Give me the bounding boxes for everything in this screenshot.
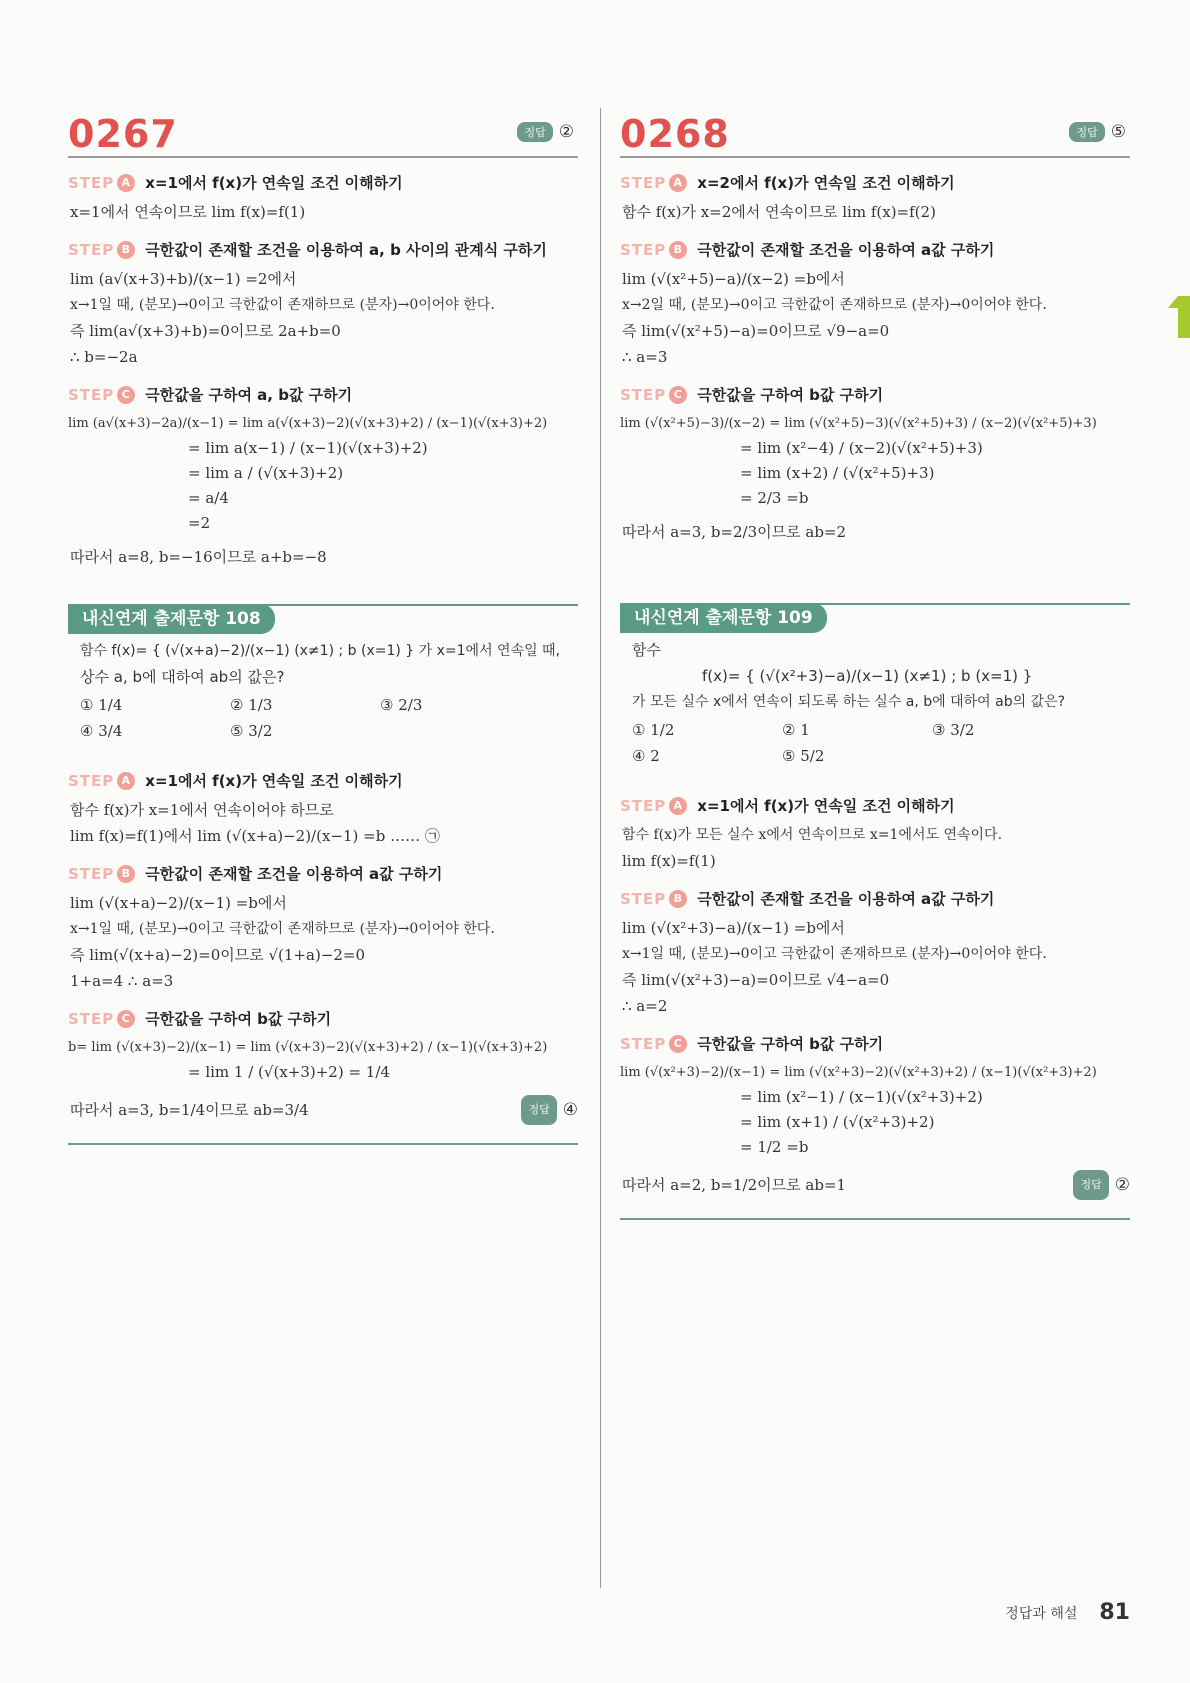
answer-value: ② xyxy=(1114,1175,1130,1195)
reference-problem-header xyxy=(68,602,578,638)
solution-line: 즉 lim(√(x²+5)−a)=0이므로 √9−a=0 xyxy=(622,322,890,340)
left-column xyxy=(68,108,578,1145)
choice: ③ 3/2 xyxy=(932,721,975,739)
choice: ④ 2 xyxy=(632,747,660,765)
solution-line: 함수 f(x)가 x=1에서 연속이어야 하므로 xyxy=(70,801,334,819)
math-line: =2 xyxy=(188,514,211,532)
problem-number: 0268 xyxy=(620,112,730,156)
step-title: x=1에서 f(x)가 연속일 조건 이해하기 xyxy=(145,772,403,790)
step-label: STEP B xyxy=(68,241,135,259)
solution-line: x→1일 때, (분모)→0이고 극한값이 존재하므로 (분자)→0이어야 한다. xyxy=(70,921,495,937)
choices xyxy=(632,721,1130,765)
math-line: = lim (x+1) / (√(x²+3)+2) xyxy=(740,1113,935,1131)
solution-line: ∴ a=2 xyxy=(622,997,668,1015)
math-line: = lim (x²−4) / (x−2)(√(x²+5)+3) xyxy=(740,439,983,457)
step-title: 극한값이 존재할 조건을 이용하여 a값 구하기 xyxy=(697,890,995,908)
section-separator xyxy=(68,1143,578,1145)
math-line: = lim a / (√(x+3)+2) xyxy=(188,464,344,482)
step-label: STEP C xyxy=(68,386,135,404)
step-label: STEP A xyxy=(68,174,135,192)
problem-header xyxy=(68,108,578,158)
step-title: 극한값이 존재할 조건을 이용하여 a값 구하기 xyxy=(697,241,995,259)
math-line: = lim (x+2) / (√(x²+5)+3) xyxy=(740,464,935,482)
answer xyxy=(1073,1170,1130,1200)
step-title: 극한값을 구하여 a, b값 구하기 xyxy=(145,386,353,404)
final-answer-row xyxy=(70,1095,578,1125)
choice: ⑤ 5/2 xyxy=(782,747,825,765)
step-c xyxy=(620,1033,1130,1054)
math-line: = 2/3 =b xyxy=(740,489,809,507)
solution-line: ∴ a=3 xyxy=(622,348,668,366)
step-c xyxy=(620,384,1130,405)
solution-line: x→1일 때, (분모)→0이고 극한값이 존재하므로 (분자)→0이어야 한다. xyxy=(70,297,495,313)
solution-line: 즉 lim(a√(x+3)+b)=0이므로 2a+b=0 xyxy=(70,322,341,340)
solution-line: lim (√(x+a)−2)/(x−1) =b에서 xyxy=(70,894,287,912)
problem-text: 함수 xyxy=(632,641,661,659)
solution-line: 함수 f(x)가 모든 실수 x에서 연속이므로 x=1에서도 연속이다. xyxy=(622,827,1003,843)
choice: ① 1/2 xyxy=(632,721,675,739)
solution-line: x→2일 때, (분모)→0이고 극한값이 존재하므로 (분자)→0이어야 한다. xyxy=(622,297,1047,313)
reference-problem-header xyxy=(620,601,1130,637)
choice: ② 1 xyxy=(782,721,810,739)
side-tab-tip xyxy=(1168,296,1178,308)
step-title: 극한값을 구하여 b값 구하기 xyxy=(697,1035,884,1053)
step-a xyxy=(68,172,578,193)
step-b xyxy=(68,863,578,884)
solution-line: lim (√(x²+3)−a)/(x−1) =b에서 xyxy=(622,919,845,937)
math-line: = a/4 xyxy=(188,489,229,507)
step-label: STEP B xyxy=(620,241,687,259)
step-label: STEP B xyxy=(68,865,135,883)
step-a xyxy=(68,770,578,791)
choice: ② 1/3 xyxy=(230,696,273,714)
problem-text: 함수 f(x)= { (√(x+a)−2)/(x−1) (x≠1) ; b (x=1) } 가 x=1에서 연속일 때, xyxy=(80,643,561,659)
conclusion: 따라서 a=8, b=−16이므로 a+b=−8 xyxy=(70,548,327,566)
choice: ① 1/4 xyxy=(80,696,123,714)
step-c xyxy=(68,1008,578,1029)
step-b xyxy=(68,239,578,260)
solution-line: 즉 lim(√(x²+3)−a)=0이므로 √4−a=0 xyxy=(622,971,890,989)
conclusion: 따라서 a=3, b=1/4이므로 ab=3/4 xyxy=(70,1101,309,1119)
step-label: STEP C xyxy=(620,1035,687,1053)
reference-problem xyxy=(632,637,1130,715)
step-title: x=1에서 f(x)가 연속일 조건 이해하기 xyxy=(145,174,403,192)
solution-line: x=1에서 연속이므로 lim f(x)=f(1) xyxy=(70,203,306,221)
step-title: 극한값이 존재할 조건을 이용하여 a값 구하기 xyxy=(145,865,443,883)
answer-badge: 정답 xyxy=(517,122,552,142)
reference-problem xyxy=(80,638,578,690)
step-label: STEP C xyxy=(620,386,687,404)
solution-line: ∴ b=−2a xyxy=(70,348,138,366)
conclusion: 따라서 a=3, b=2/3이므로 ab=2 xyxy=(622,523,847,541)
problem-text: 가 모든 실수 x에서 연속이 되도록 하는 실수 a, b에 대하여 ab의 값은? xyxy=(632,694,1066,710)
answer-value: ⑤ xyxy=(1110,122,1126,142)
step-label: STEP A xyxy=(620,174,687,192)
step-label: STEP C xyxy=(68,1010,135,1028)
step-c xyxy=(68,384,578,405)
column-divider xyxy=(600,108,601,1588)
math-line: = lim (x²−1) / (x−1)(√(x²+3)+2) xyxy=(740,1088,983,1106)
answer-value: ④ xyxy=(562,1100,578,1120)
choices xyxy=(80,696,578,740)
solution-line: lim f(x)=f(1)에서 lim (√(x+a)−2)/(x−1) =b …… ㉠ xyxy=(70,827,440,845)
answer xyxy=(521,1095,578,1125)
reference-label: 내신연계 출제문항 108 xyxy=(68,604,275,634)
page-footer xyxy=(1005,1600,1130,1625)
solution-line: lim (a√(x+3)+b)/(x−1) =2에서 xyxy=(70,270,297,288)
choice: ⑤ 3/2 xyxy=(230,722,273,740)
section-separator xyxy=(620,1218,1130,1220)
solution-line: x→1일 때, (분모)→0이고 극한값이 존재하므로 (분자)→0이어야 한다. xyxy=(622,946,1047,962)
math-line: = 1/2 =b xyxy=(740,1138,809,1156)
problem-text: 상수 a, b에 대하여 ab의 값은? xyxy=(80,668,285,686)
step-label: STEP A xyxy=(620,797,687,815)
step-a xyxy=(620,795,1130,816)
solution-line: lim f(x)=f(1) xyxy=(622,852,716,870)
answer-value: ② xyxy=(558,122,574,142)
conclusion: 따라서 a=2, b=1/2이므로 ab=1 xyxy=(622,1176,847,1194)
side-tab-marker xyxy=(1178,296,1190,338)
answer-badge: 정답 xyxy=(1073,1170,1108,1200)
step-title: x=1에서 f(x)가 연속일 조건 이해하기 xyxy=(697,797,955,815)
choice: ④ 3/4 xyxy=(80,722,123,740)
step-b xyxy=(620,888,1130,909)
answer-badge: 정답 xyxy=(521,1095,556,1125)
math-line: = lim a(x−1) / (x−1)(√(x+3)+2) xyxy=(188,439,428,457)
solution-line: 1+a=4 ∴ a=3 xyxy=(70,972,174,990)
math-line: = lim 1 / (√(x+3)+2) = 1/4 xyxy=(188,1063,390,1081)
step-title: 극한값을 구하여 b값 구하기 xyxy=(697,386,884,404)
step-title: x=2에서 f(x)가 연속일 조건 이해하기 xyxy=(697,174,955,192)
math-line: b= lim (√(x+3)−2)/(x−1) = lim (√(x+3)−2)(√(x+3)+2) / (x−1)(√(x+3)+2) xyxy=(68,1040,548,1055)
step-label: STEP B xyxy=(620,890,687,908)
footer-label: 정답과 해설 xyxy=(1005,1605,1078,1622)
answer xyxy=(1069,122,1126,142)
page-number: 81 xyxy=(1099,1600,1130,1625)
reference-label: 내신연계 출제문항 109 xyxy=(620,603,827,633)
problem-number: 0267 xyxy=(68,112,178,156)
step-a xyxy=(620,172,1130,193)
answer xyxy=(517,122,574,142)
solution-line: 함수 f(x)가 x=2에서 연속이므로 lim f(x)=f(2) xyxy=(622,203,936,221)
choice: ③ 2/3 xyxy=(380,696,423,714)
step-title: 극한값을 구하여 b값 구하기 xyxy=(145,1010,332,1028)
final-answer-row xyxy=(622,1170,1130,1200)
math-line: lim (a√(x+3)−2a)/(x−1) = lim a(√(x+3)−2)(√(x+3)+2) / (x−1)(√(x+3)+2) xyxy=(68,416,548,431)
problem-header xyxy=(620,108,1130,158)
right-column xyxy=(620,108,1130,1220)
math-line: lim (√(x²+3)−2)/(x−1) = lim (√(x²+3)−2)(√(x²+3)+2) / (x−1)(√(x²+3)+2) xyxy=(620,1065,1097,1080)
problem-text: f(x)= { (√(x²+3)−a)/(x−1) (x≠1) ; b (x=1) } xyxy=(702,667,1033,685)
math-line: lim (√(x²+5)−3)/(x−2) = lim (√(x²+5)−3)(√(x²+5)+3) / (x−2)(√(x²+5)+3) xyxy=(620,416,1097,431)
solution-line: 즉 lim(√(x+a)−2)=0이므로 √(1+a)−2=0 xyxy=(70,946,366,964)
answer-badge: 정답 xyxy=(1069,122,1104,142)
solution-line: lim (√(x²+5)−a)/(x−2) =b에서 xyxy=(622,270,845,288)
step-title: 극한값이 존재할 조건을 이용하여 a, b 사이의 관계식 구하기 xyxy=(145,241,547,259)
step-label: STEP A xyxy=(68,772,135,790)
step-b xyxy=(620,239,1130,260)
